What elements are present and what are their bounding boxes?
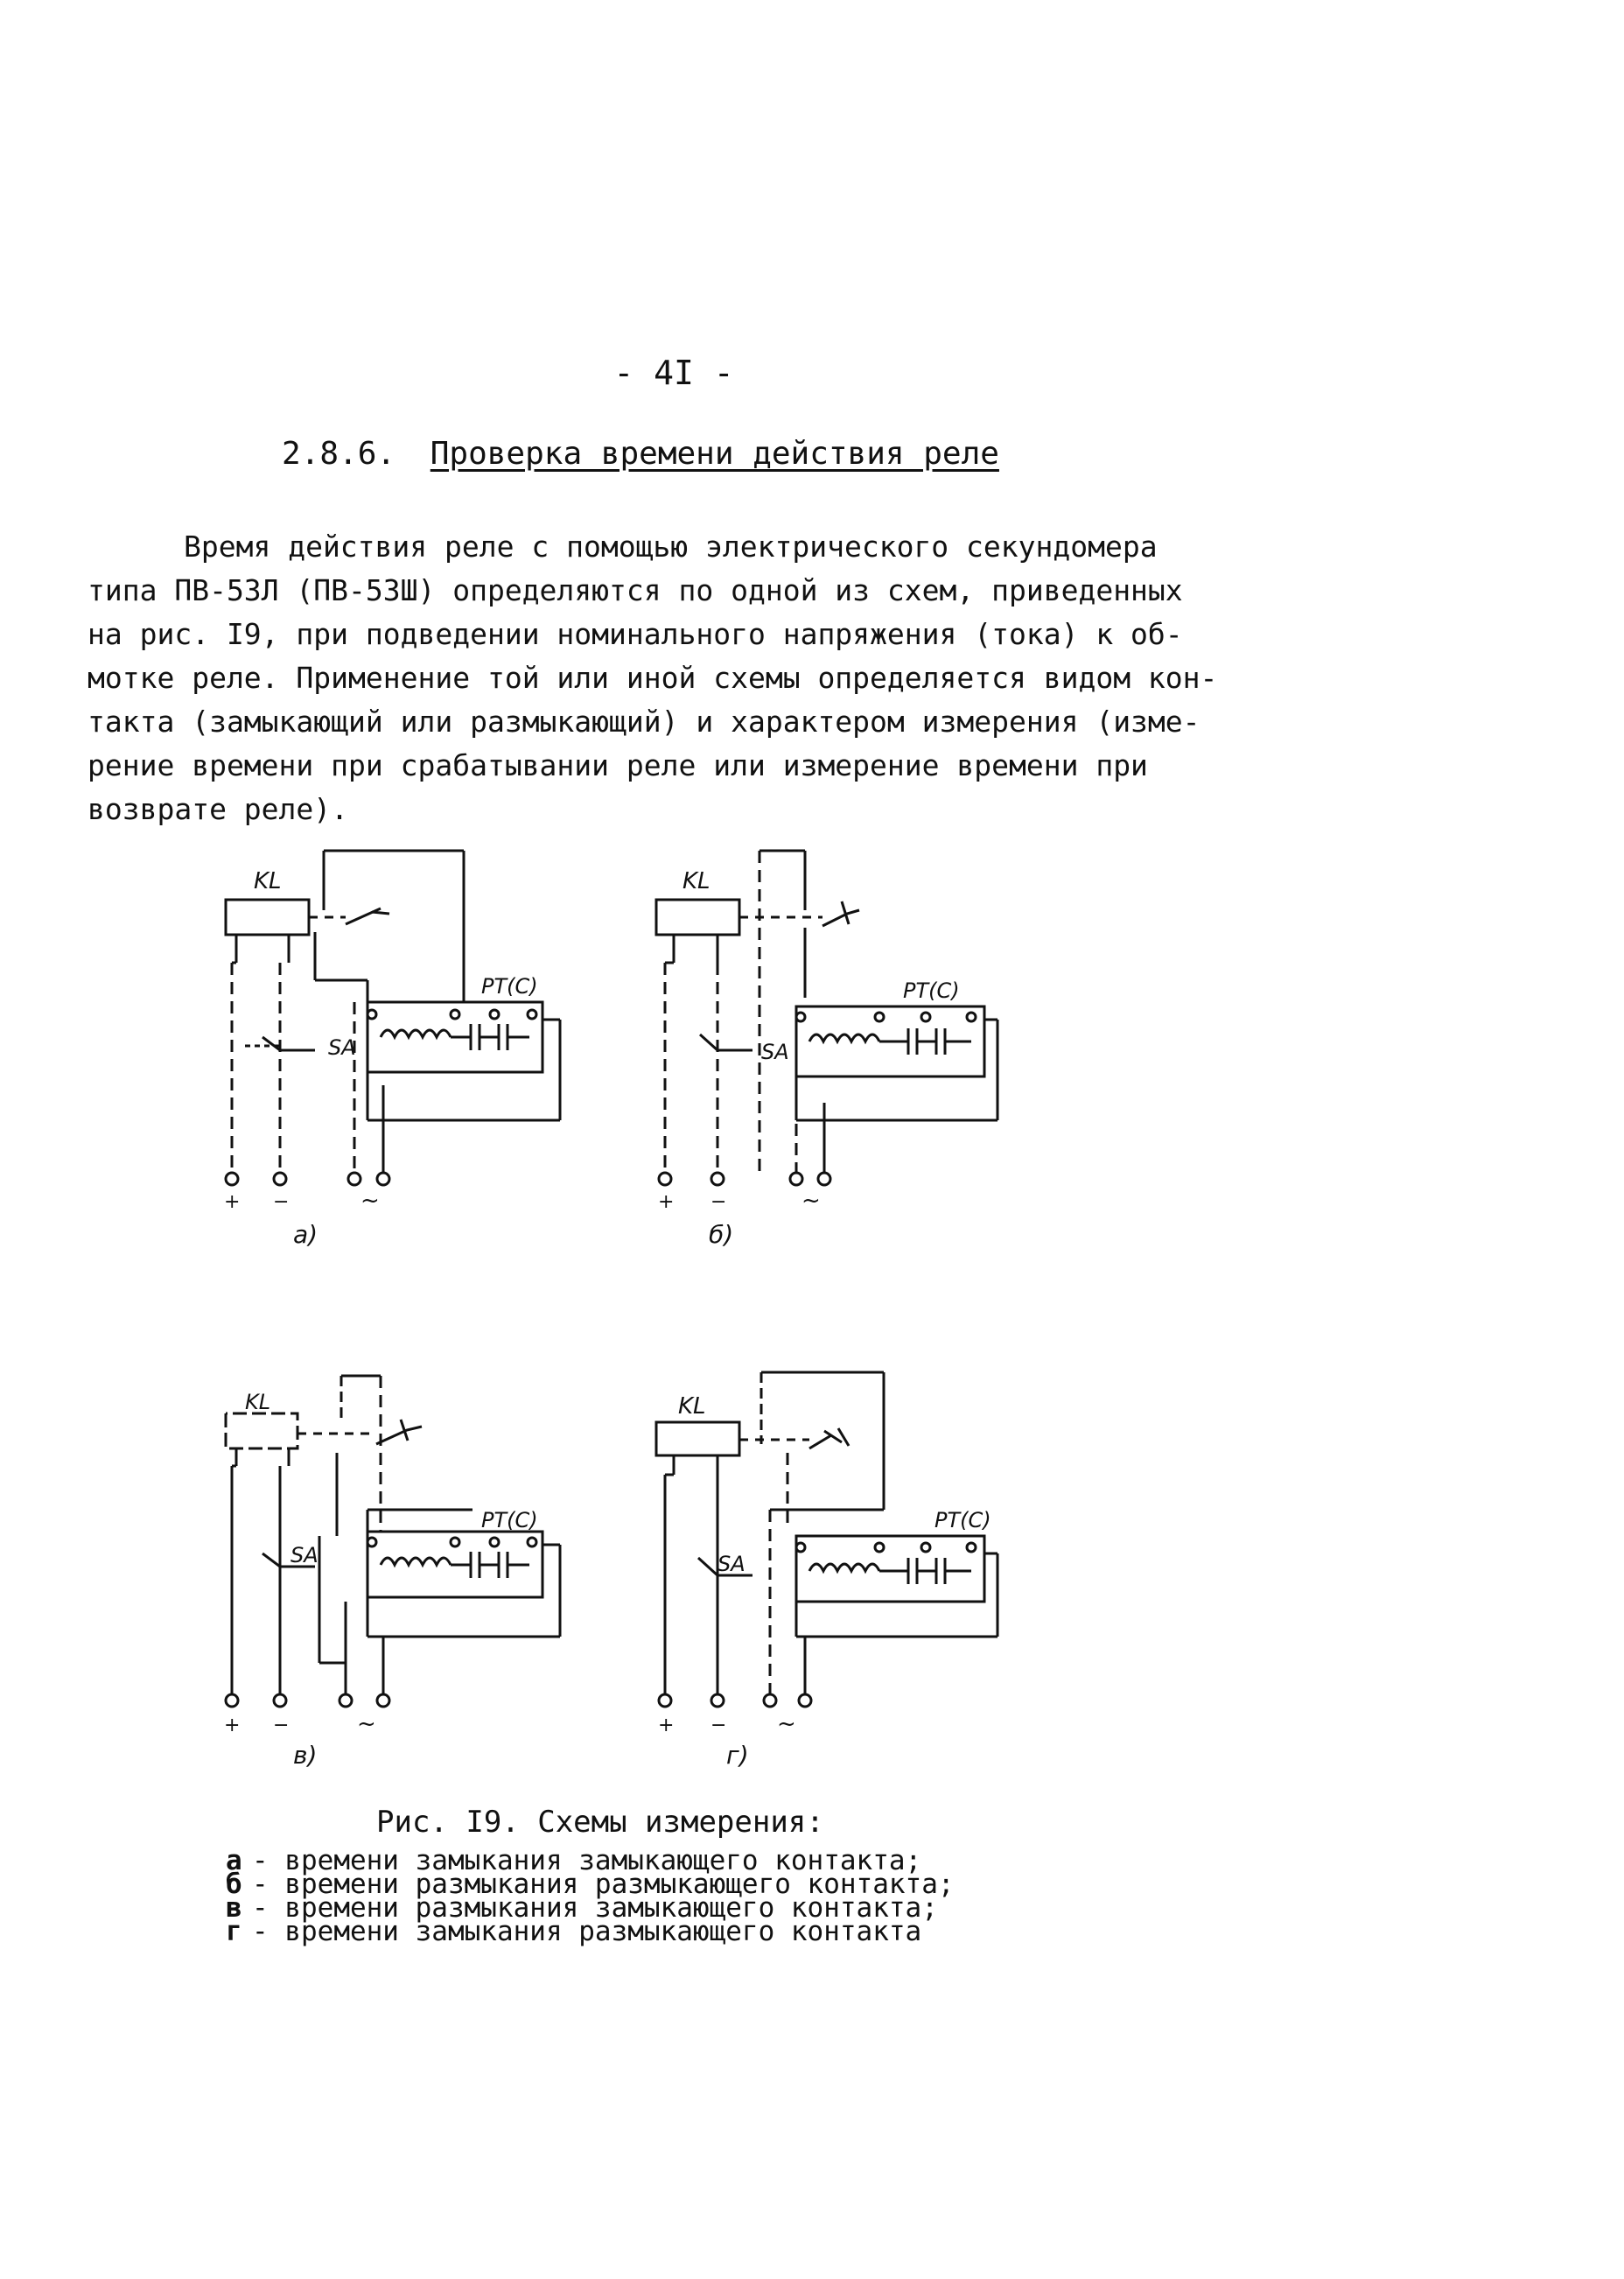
legend-item: а - времени замыкания замыкающего контакта; [226, 1845, 922, 1876]
sublabel-a: а) [293, 1220, 318, 1249]
terminal-ac: ~ [360, 1188, 380, 1214]
terminal-minus: − [710, 1715, 727, 1736]
relay-coil-kl [226, 900, 309, 935]
label-pt: PT(C) [481, 1508, 538, 1532]
relay-coil-kl [226, 1413, 298, 1448]
label-sa: SA [718, 1552, 746, 1576]
switch-sa [262, 1037, 315, 1050]
terminal-plus: + [658, 1191, 675, 1213]
terminal-ac: ~ [357, 1711, 376, 1737]
paragraph-line: такта (замыкающий или размыкающий) и характером измерения (изме- [88, 705, 1200, 739]
legend-item: в - времени размыкания замыкающего контакта; [226, 1892, 938, 1924]
stopwatch-coil [381, 1558, 451, 1565]
terminal-plus: + [224, 1715, 241, 1736]
label-sa: SA [761, 1040, 789, 1064]
section-number: 2.8.6. [282, 436, 396, 472]
label-kl: KL [245, 1390, 271, 1414]
terminal-ac: ~ [802, 1188, 821, 1214]
relay-contact [809, 1428, 849, 1448]
label-pt: PT(C) [481, 974, 538, 999]
terminal-plus: + [658, 1715, 675, 1736]
sublabel-v: в) [293, 1741, 318, 1770]
sublabel-b: б) [709, 1220, 734, 1249]
label-kl: KL [678, 1393, 706, 1420]
terminal-minus: − [273, 1715, 290, 1736]
label-kl: KL [682, 868, 710, 894]
relay-coil-kl [656, 1422, 739, 1455]
paragraph-line: рение времени при срабатывании реле или измерение времени при [88, 748, 1148, 782]
stopwatch-coil [809, 1564, 879, 1571]
label-pt: PT(C) [934, 1508, 991, 1532]
schematic-g [630, 1365, 1024, 1785]
paragraph-line: типа ПВ-53Л (ПВ-53Ш) определяются по одной из схем, приведенных [88, 573, 1183, 607]
terminal-ac: ~ [777, 1711, 796, 1737]
terminal-plus: + [224, 1191, 241, 1213]
label-pt: PT(C) [903, 978, 960, 1003]
page-number: - 4I - [613, 354, 734, 392]
section-heading [282, 436, 999, 472]
stopwatch-coil [809, 1034, 879, 1041]
legend-item: б - времени размыкания размыкающего контакта; [226, 1869, 955, 1900]
terminal-minus: − [710, 1191, 727, 1213]
figure-caption: Рис. I9. Схемы измерения: [376, 1805, 824, 1840]
schematic-v [192, 1365, 586, 1785]
relay-coil-kl [656, 900, 739, 935]
label-sa: SA [290, 1543, 318, 1567]
body-paragraph [88, 525, 1225, 831]
schematic-b [630, 840, 1024, 1260]
relay-contact [822, 901, 859, 926]
stopwatch-coil [381, 1030, 451, 1037]
schematic-a [192, 840, 586, 1260]
figure-legend [226, 1845, 955, 1947]
section-title: Проверка времени действия реле [430, 436, 999, 472]
paragraph-line: возврате реле). [88, 792, 349, 826]
legend-item: г - времени замыкания размыкающего контакта [226, 1916, 922, 1947]
paragraph-line: Время действия реле с помощью электрического секундомера [184, 529, 1158, 564]
paragraph-line: мотке реле. Применение той или иной схемы определяется видом кон- [88, 661, 1218, 695]
relay-contact [376, 1420, 422, 1444]
relay-contact [346, 908, 389, 924]
sublabel-g: г) [726, 1741, 749, 1770]
label-kl: KL [254, 868, 282, 894]
switch-sa [700, 1034, 752, 1050]
terminal-minus: − [273, 1191, 290, 1213]
paragraph-line: на рис. I9, при подведении номинального напряжения (тока) к об- [88, 617, 1183, 651]
label-sa: SA [328, 1035, 356, 1060]
